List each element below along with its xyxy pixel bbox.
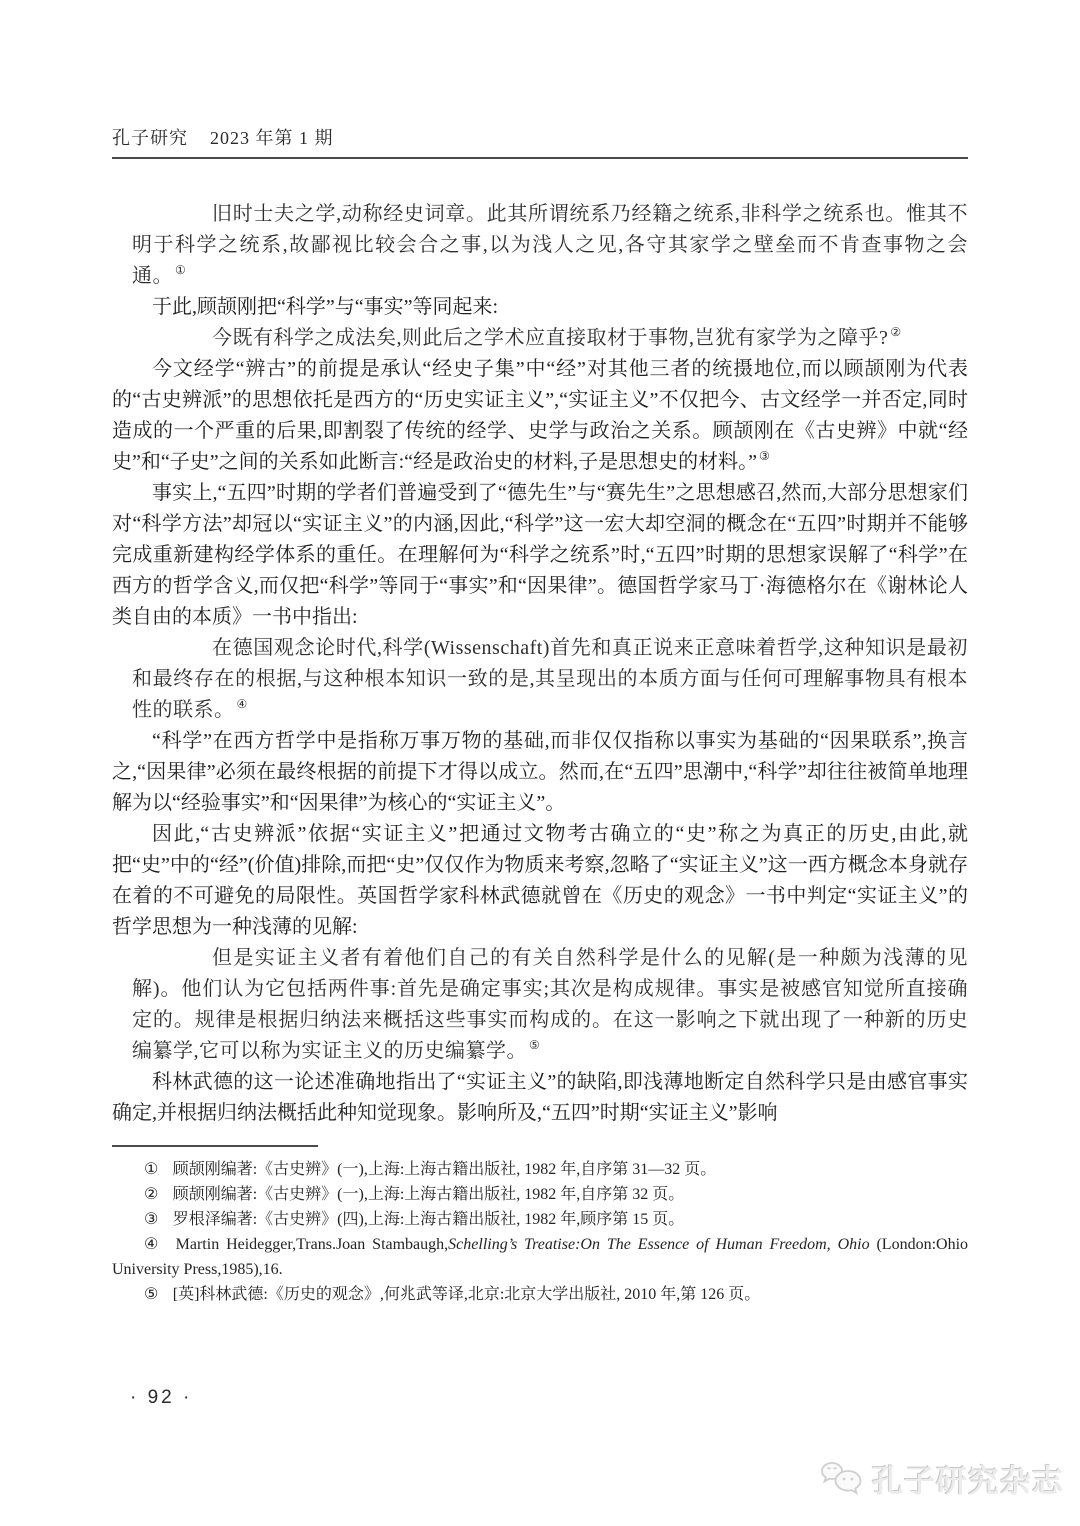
paragraph-text: 科林武德的这一论述准确地指出了“实证主义”的缺陷,即浅薄地断定自然科学只是由感官事实确定,并根据归纳法概括此种知觉现象。影响所及,“五四”时期“实证主义”影响: [112, 1071, 968, 1124]
article-body: [112, 199, 968, 1129]
paragraph-text: 事实上,“五四”时期的学者们普遍受到了“德先生”与“赛先生”之思想感召,然而,大部分思想家们对“科学方法”却冠以“实证主义”的内涵,因此,“科学”这一宏大却空洞的概念在“五四”时期并不能够完成重新建构经学体系的重任。在理解何为“科学之统系”时,“五四”时期的思想家误解了“科学”在西方的哲学含义,而仅把“科学”等同于“事实”和“因果律”。德国哲学家马丁·海德格尔在《谢林论人类自由的本质》一书中指出:: [112, 482, 968, 628]
body-paragraph: [112, 292, 968, 323]
paragraph-text: 于此,顾颉刚把“科学”与“事实”等同起来:: [152, 296, 499, 318]
footnote-item: [112, 1157, 968, 1182]
body-paragraph: [112, 478, 968, 633]
quote-block: [132, 633, 968, 726]
watermark-text: 孔子研究杂志: [872, 1464, 1064, 1499]
footnote-mark: ②: [890, 325, 902, 340]
page-number: · 92 ·: [130, 1387, 193, 1408]
footnote-label: ②: [144, 1186, 159, 1203]
footnote-item: [112, 1207, 968, 1232]
wechat-chat-bubbles-icon: [818, 1459, 864, 1499]
quote-block: [132, 943, 968, 1067]
body-paragraph: [112, 819, 968, 943]
footnote-separator: [112, 1145, 318, 1147]
footnote-mark: ⑤: [529, 1038, 541, 1053]
footnote-label: ①: [144, 1161, 159, 1178]
journal-title: 孔子研究: [112, 128, 188, 148]
footnote-text: [英]科林武德:《历史的观念》,何兆武等译,北京:北京大学出版社, 2010 年,第 126 页。: [172, 1286, 761, 1303]
footnote-text: 顾颉刚编著:《古史辨》(一),上海:上海古籍出版社, 1982 年,自序第 31—32 页。: [172, 1161, 717, 1178]
footnote-text: Martin Heidegger,Trans.Joan Stambaugh,: [175, 1236, 449, 1253]
quote-text: 今既有科学之成法矣,则此后之学术应直接取材于事物,岂犹有家学为之障乎?: [212, 327, 889, 349]
footnote-label: ⑤: [144, 1286, 159, 1303]
footnotes-section: [112, 1145, 968, 1307]
footnote-mark: ①: [175, 263, 187, 278]
footnote-item: [112, 1182, 968, 1207]
header-rule: [112, 157, 968, 159]
body-paragraph: [112, 1067, 968, 1129]
paragraph-text: 今文经学“辨古”的前提是承认“经史子集”中“经”对其他三者的统摄地位,而以顾颉刚为代表的“古史辨派”的思想依托是西方的“历史实证主义”,“实证主义”不仅把今、古文经学一并否定,同时造成的一个严重的后果,即割裂了传统的经学、史学与政治之关系。顾颉刚在《古史辨》中就“经史”和“子史”之间的关系如此断言:“经是政治史的材料,子是思想史的材料。”: [112, 358, 968, 473]
footnote-label: ③: [144, 1211, 159, 1228]
footnote-text: 罗根泽编著:《古史辨》(四),上海:上海古籍出版社, 1982 年,顾序第 15 页。: [172, 1211, 685, 1228]
footnote-item: [112, 1232, 968, 1282]
footnote-mark: ④: [236, 697, 248, 712]
page-header: [112, 0, 968, 159]
footnote-text: 顾颉刚编著:《古史辨》(一),上海:上海古籍出版社, 1982 年,自序第 32 页。: [172, 1186, 685, 1203]
footnote-text: (London:Ohio University Press,1985),16.: [112, 1236, 969, 1278]
footnote-mark: ③: [758, 449, 770, 464]
footnote-item: [112, 1282, 968, 1307]
watermark: [818, 1456, 1064, 1501]
footnote-label: ④: [144, 1236, 162, 1253]
quote-block: [132, 323, 968, 354]
paragraph-text: 因此,“古史辨派”依据“实证主义”把通过文物考古确立的“史”称之为真正的历史,由此,就把“史”中的“经”(价值)排除,而把“史”仅仅作为物质来考察,忽略了“实证主义”这一西方概念本身就存在着的不可避免的局限性。英国哲学家科林武德就曾在《历史的观念》一书中判定“实证主义”的哲学思想为一种浅薄的见解:: [112, 823, 968, 938]
body-paragraph: [112, 354, 968, 478]
body-paragraph: [112, 726, 968, 819]
paragraph-text: “科学”在西方哲学中是指称万事万物的基础,而非仅仅指称以事实为基础的“因果联系”,换言之,“因果律”必须在最终根据的前提下才得以成立。然而,在“五四”思潮中,“科学”却往往被简单地理解为以“经验事实”和“因果律”为核心的“实证主义”。: [112, 730, 968, 814]
footnote-book-title: Schelling’s Treatise:On The Essence of Human Freedom, Ohio: [448, 1236, 870, 1253]
quote-text: 旧时士夫之学,动称经史词章。此其所谓统系乃经籍之统系,非科学之统系也。惟其不明于科学之统系,故鄙视比较会合之事,以为浅人之见,各守其家学之壁垒而不肯查事物之会通。: [132, 203, 968, 287]
issue-label: 2023 年第 1 期: [210, 128, 334, 148]
quote-block: [132, 199, 968, 292]
quote-text: 在德国观念论时代,科学(Wissenschaft)首先和真正说来正意味着哲学,这种知识是最初和最终存在的根据,与这种根本知识一致的是,其呈现出的本质方面与任何可理解事物具有根本性的联系。: [132, 637, 968, 721]
quote-text: 但是实证主义者有着他们自己的有关自然科学是什么的见解(是一种颇为浅薄的见解)。他们认为它包括两件事:首先是确定事实;其次是构成规律。事实是被感官知觉所直接确定的。规律是根据归纳法来概括这些事实而构成的。在这一影响之下就出现了一种新的历史编纂学,它可以称为实证主义的历史编纂学。: [132, 947, 968, 1062]
